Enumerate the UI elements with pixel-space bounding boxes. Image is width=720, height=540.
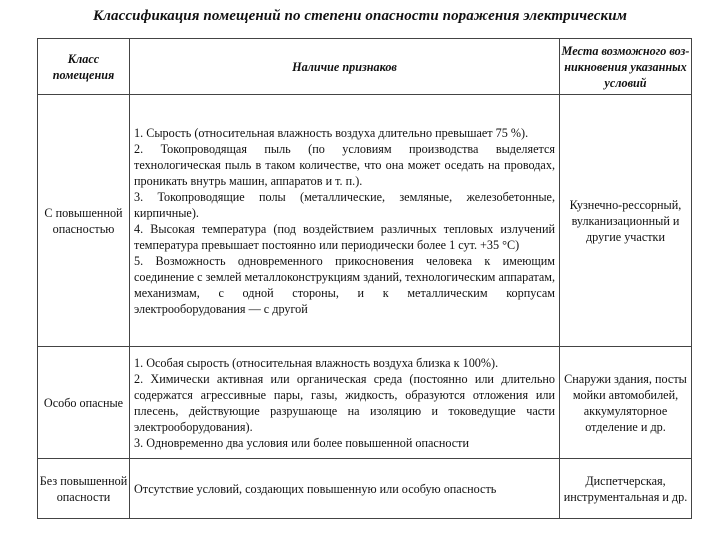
row-places-cell: Снаружи здания, посты мойки автомобилей, аккумуляторное отделение и др. — [560, 347, 692, 459]
row-places-cell: Кузнечно-рессорный, вулканизационный и другие участки — [560, 95, 692, 347]
feature-item: 4. Высокая температура (под воздействием различных тепловых излучений температура превышает постоянно или периодически более 1 сут. +35 °С) — [134, 221, 555, 252]
row-places-cell: Диспетчерская, инструментальная и др. — [560, 459, 692, 519]
classification-table — [37, 38, 692, 519]
row-features-cell — [130, 459, 560, 519]
feature-item: 2. Токопроводящая пыль (по условиям производства выделяется технологическая пыль в таком количестве, что она может оседать на проводах, проникать внутрь машин, аппаратов и т. п.). — [134, 141, 555, 188]
row-class-cell: Особо опасные — [38, 347, 130, 459]
page-title: Классификация помещений по степени опасности поражения электрическим — [92, 8, 628, 24]
table-row — [38, 347, 692, 459]
feature-item: 3. Одновременно два условия или более повышенной опасности — [134, 435, 469, 450]
row-class-cell: С повышенной опасностью — [38, 95, 130, 347]
header-class: Класс помещения — [38, 39, 130, 95]
feature-item: 1. Сырость (относительная влажность воздуха длительно превышает 75 %). — [134, 125, 529, 140]
feature-item: 3. Токопроводящие полы (металлические, земляные, железобетонные, кирпичные). — [134, 189, 555, 220]
header-features: Наличие признаков — [130, 39, 560, 95]
table-row — [38, 95, 692, 347]
row-features-cell — [130, 95, 560, 347]
row-class-cell: Без повышенной опасности — [38, 459, 130, 519]
row-features-cell — [130, 347, 560, 459]
table-row — [38, 459, 692, 519]
feature-item: 5. Возможность одновременного прикосновения человека к имеющим соединение с землей металлоконструкциям зданий, технологическим аппаратам, механизмам, с одной стороны, и к металлическим корпусам электрооборудования — с другой — [134, 253, 555, 316]
feature-item: 1. Особая сырость (относительная влажность воздуха близка к 100%). — [134, 355, 499, 370]
feature-item: Отсутствие условий, создающих повышенную или особую опасность — [134, 481, 497, 496]
header-places: Места возможного воз-никновения указанных условий — [560, 39, 692, 95]
table-header-row — [38, 39, 692, 95]
feature-item: 2. Химически активная или органическая среда (постоянно или длительно содержатся агрессивные пары, газы, жидкость, образуются отложения или плесень, действующие разрушающе на изоляцию и токоведущие части электрооборудования). — [134, 371, 555, 434]
